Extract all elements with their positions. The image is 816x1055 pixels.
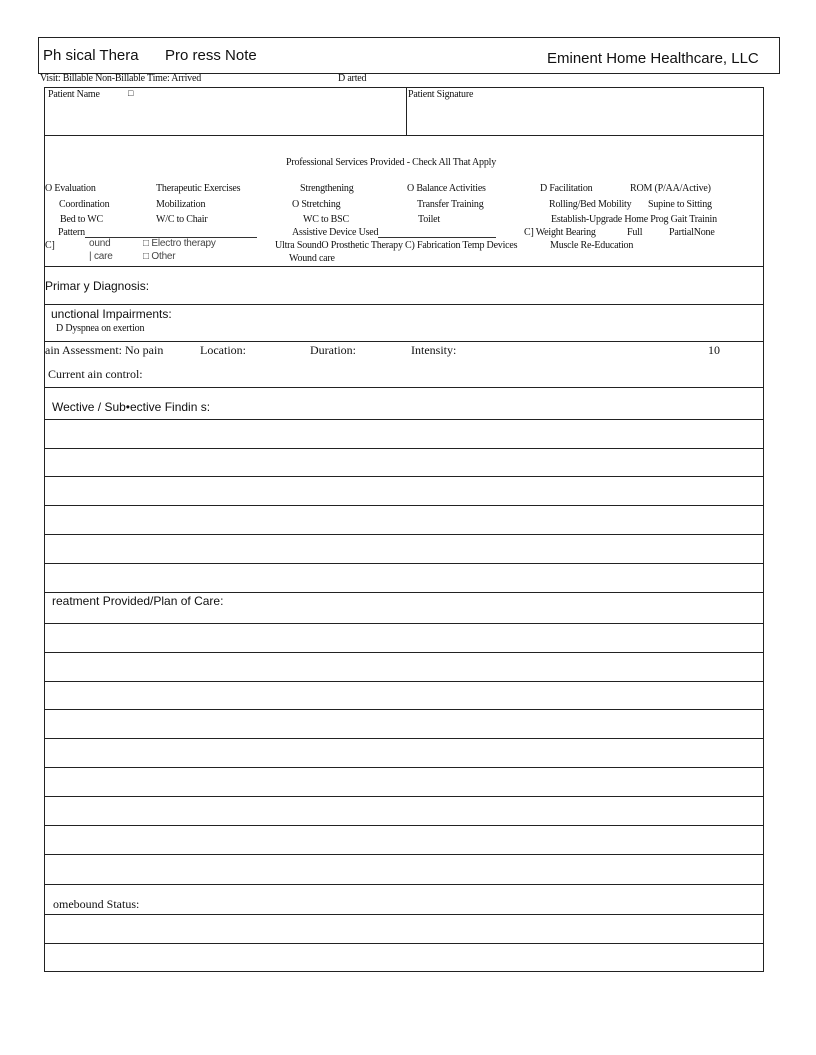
svc-strengthening[interactable]: Strengthening <box>300 183 354 194</box>
form-title-part2: Pro ress Note <box>165 47 257 64</box>
findings-line-7[interactable] <box>44 592 764 593</box>
svc-other[interactable]: □ Other <box>143 251 176 262</box>
form-title-part1: Ph sical Thera <box>43 47 139 64</box>
svc-rom[interactable]: ROM (P/AA/Active) <box>630 183 711 194</box>
pain-control-label: Current ain control: <box>48 367 143 381</box>
svc-toilet[interactable]: Toilet <box>418 214 440 225</box>
pain-intensity-label: Intensity: <box>411 343 457 357</box>
treatment-line-8[interactable] <box>44 825 764 826</box>
treatment-line-3[interactable] <box>44 681 764 682</box>
services-heading: Professional Services Provided - Check All That Apply <box>286 157 497 168</box>
svc-wound-care[interactable]: Wound care <box>289 253 335 264</box>
findings-line-3[interactable] <box>44 476 764 477</box>
departed-label: D arted <box>338 73 367 84</box>
svc-ultrasound-prosthetic[interactable]: Ultra SoundO Prosthetic Therapy C) Fabrication Temp Devices <box>275 240 518 251</box>
homebound-line-1[interactable] <box>44 914 764 915</box>
visit-line: Visit: Billable Non-Billable Time: Arrived <box>40 73 201 84</box>
svc-muscle-reeducation[interactable]: Muscle Re-Education <box>550 240 634 251</box>
treatment-line-2[interactable] <box>44 652 764 653</box>
findings-line-2[interactable] <box>44 448 764 449</box>
primary-diagnosis-label: Primar y Diagnosis: <box>45 279 150 293</box>
svc-evaluation[interactable]: O Evaluation <box>45 183 96 194</box>
findings-label: Wective / Sub•ective Findin s: <box>52 400 211 414</box>
rule-after-diagnosis <box>44 304 764 305</box>
company-name: Eminent Home Healthcare, LLC <box>547 50 759 67</box>
svc-wc-to-chair[interactable]: W/C to Chair <box>156 214 208 225</box>
treatment-line-10[interactable] <box>44 884 764 885</box>
svc-stretching[interactable]: O Stretching <box>292 199 341 210</box>
svc-coordination[interactable]: Coordination <box>59 199 110 210</box>
svc-weight-bearing[interactable]: C] Weight Bearing <box>524 227 596 238</box>
svc-mobilization[interactable]: Mobilization <box>156 199 206 210</box>
treatment-line-5[interactable] <box>44 738 764 739</box>
rule-after-pain <box>44 387 764 388</box>
treatment-line-1[interactable] <box>44 623 764 624</box>
pattern-label: Pattern <box>58 227 85 238</box>
homebound-line-2[interactable] <box>44 943 764 944</box>
svc-partial-none[interactable]: PartialNone <box>669 227 715 238</box>
svc-full[interactable]: Full <box>627 227 643 238</box>
svc-assistive-device[interactable] <box>292 227 496 238</box>
patient-signature-label: Patient Signature <box>408 89 474 100</box>
svc-therapeutic-exercises[interactable]: Therapeutic Exercises <box>156 183 241 194</box>
treatment-line-7[interactable] <box>44 796 764 797</box>
patient-name-checkbox[interactable]: □ <box>128 88 134 98</box>
treatment-line-4[interactable] <box>44 709 764 710</box>
findings-line-6[interactable] <box>44 563 764 564</box>
rule-after-services <box>44 266 764 267</box>
svc-facilitation[interactable]: D Facilitation <box>540 183 593 194</box>
patient-divider <box>406 87 407 135</box>
svc-supine-to-sitting[interactable]: Supine to Sitting <box>648 199 712 210</box>
findings-line-1[interactable] <box>44 419 764 420</box>
pain-scale-max: 10 <box>708 343 720 357</box>
findings-line-4[interactable] <box>44 505 764 506</box>
svc-bed-to-wc[interactable]: Bed to WC <box>60 214 104 225</box>
impairment-dyspnea[interactable]: D Dyspnea on exertion <box>56 323 145 334</box>
svc-transfer-training[interactable]: Transfer Training <box>417 199 484 210</box>
rule-after-patient <box>44 135 764 136</box>
svc-wc-to-bsc[interactable]: WC to BSC <box>303 214 349 225</box>
pain-assessment-label: ain Assessment: No pain <box>45 343 164 357</box>
pain-location-label: Location: <box>200 343 246 357</box>
treatment-label: reatment Provided/Plan of Care: <box>52 594 224 608</box>
patient-name-label: Patient Name <box>48 89 100 100</box>
functional-impairments-label: unctional Impairments: <box>51 307 172 321</box>
svc-electro-therapy[interactable]: □ Electro therapy <box>143 238 216 249</box>
treatment-line-9[interactable] <box>44 854 764 855</box>
rule-after-impairments <box>44 341 764 342</box>
svc-rolling-bed-mobility[interactable]: Rolling/Bed Mobility <box>549 199 632 210</box>
svc-c-mark: C] <box>45 240 55 251</box>
assistive-label: Assistive Device Used <box>292 227 379 238</box>
svc-home-program-gait[interactable]: Establish-Upgrade Home Prog Gait Trainin <box>551 214 717 225</box>
treatment-line-6[interactable] <box>44 767 764 768</box>
svc-care: | care <box>89 251 113 262</box>
pain-duration-label: Duration: <box>310 343 356 357</box>
svc-pattern[interactable] <box>58 227 257 238</box>
svc-ound: ound <box>89 238 111 249</box>
assistive-line[interactable] <box>378 236 496 238</box>
svc-balance-activities[interactable]: O Balance Activities <box>407 183 486 194</box>
homebound-label: omebound Status: <box>53 897 140 911</box>
findings-line-5[interactable] <box>44 534 764 535</box>
